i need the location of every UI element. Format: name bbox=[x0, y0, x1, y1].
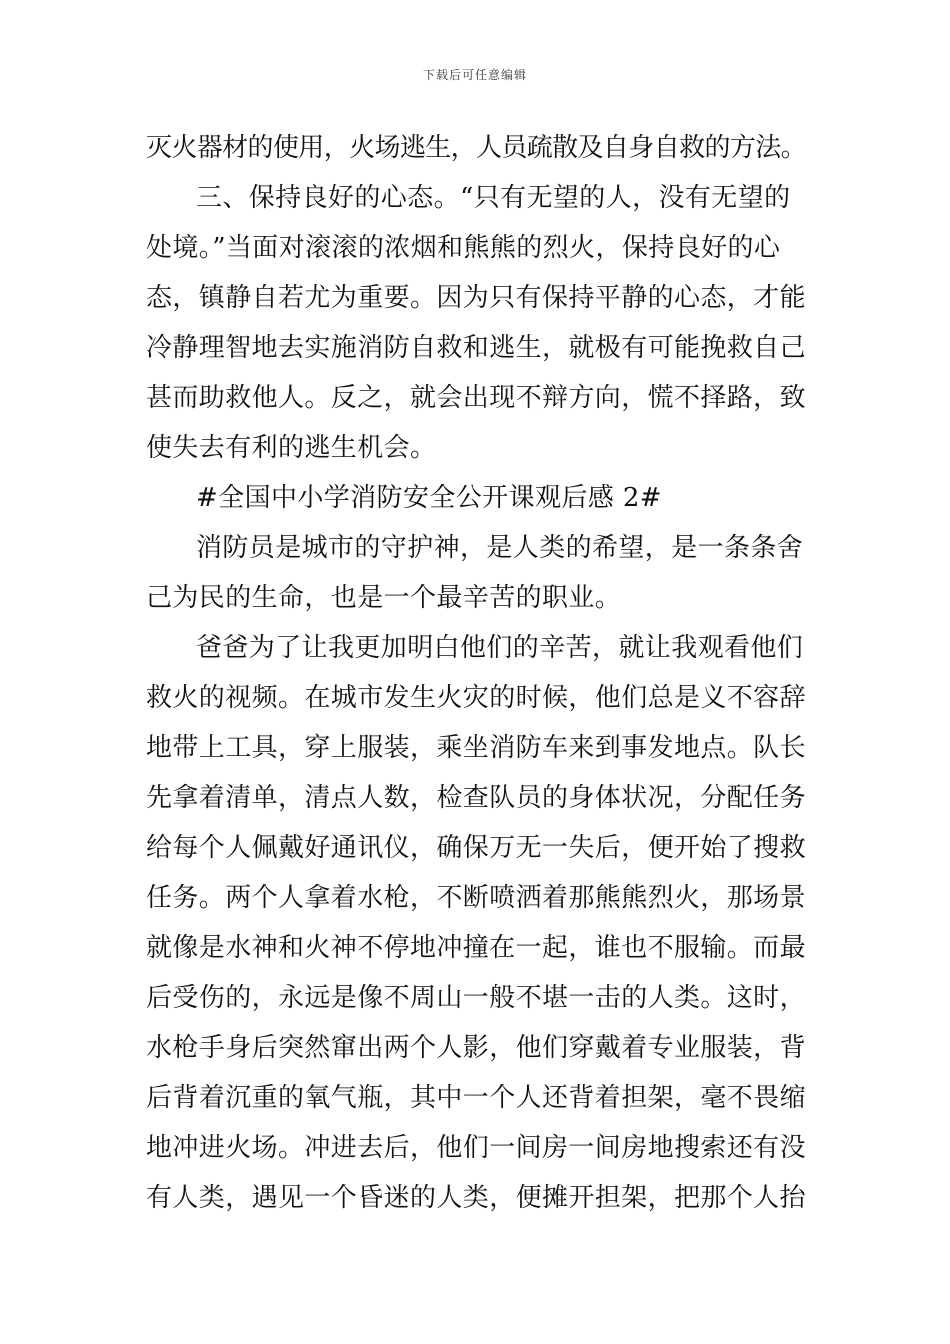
text-line: 三、保持良好的心态。“只有无望的人，没有无望的 bbox=[196, 183, 791, 213]
text-line: 爸爸为了让我更加明白他们的辛苦，就让我观看他们 bbox=[196, 633, 804, 663]
text-line: 冷静理智地去实施消防自救和逃生，就极有可能挽救自己 bbox=[146, 333, 806, 363]
text-line: 使失去有利的逃生机会。 bbox=[146, 433, 437, 463]
text-line: 水枪手身后突然窜出两个人影，他们穿戴着专业服装，背 bbox=[146, 1033, 806, 1063]
section-heading: #全国中小学消防安全公开课观后感 2# bbox=[196, 483, 662, 513]
text-line: 灭火器材的使用，火场逃生，人员疏散及自身自救的方法。 bbox=[146, 133, 806, 163]
text-line: 消防员是城市的守护神，是人类的希望，是一条条舍 bbox=[196, 533, 804, 563]
text-line: 己为民的生命，也是一个最辛苦的职业。 bbox=[146, 583, 622, 613]
text-line: 地冲进火场。冲进去后，他们一间房一间房地搜索还有没 bbox=[146, 1133, 806, 1163]
text-line: 给每个人佩戴好通讯仪，确保万无一失后，便开始了搜救 bbox=[146, 833, 806, 863]
text-line: 甚而助救他人。反之，就会出现不辩方向，慌不择路，致 bbox=[146, 383, 806, 413]
text-line: 地带上工具，穿上服装，乘坐消防车来到事发地点。队长 bbox=[146, 733, 806, 763]
text-line: 任务。两个人拿着水枪，不断喷洒着那熊熊烈火，那场景 bbox=[146, 883, 806, 913]
text-line: 就像是水神和火神不停地冲撞在一起，谁也不服输。而最 bbox=[146, 933, 806, 963]
text-line: 有人类，遇见一个昏迷的人类，便摊开担架，把那个人抬 bbox=[146, 1183, 806, 1213]
text-line: 救火的视频。在城市发生火灾的时候，他们总是义不容辞 bbox=[146, 683, 806, 713]
text-line: 态，镇静自若尤为重要。因为只有保持平静的心态，才能 bbox=[146, 283, 806, 313]
text-line: 后受伤的，永远是像不周山一般不堪一击的人类。这时， bbox=[146, 983, 806, 1013]
text-line: 先拿着清单，清点人数，检查队员的身体状况，分配任务 bbox=[146, 783, 806, 813]
text-line: 处境。”当面对滚滚的浓烟和熊熊的烈火，保持良好的心 bbox=[146, 233, 781, 263]
text-line: 后背着沉重的氧气瓶，其中一个人还背着担架，毫不畏缩 bbox=[146, 1083, 806, 1113]
page-header: 下载后可任意编辑 bbox=[422, 68, 527, 82]
